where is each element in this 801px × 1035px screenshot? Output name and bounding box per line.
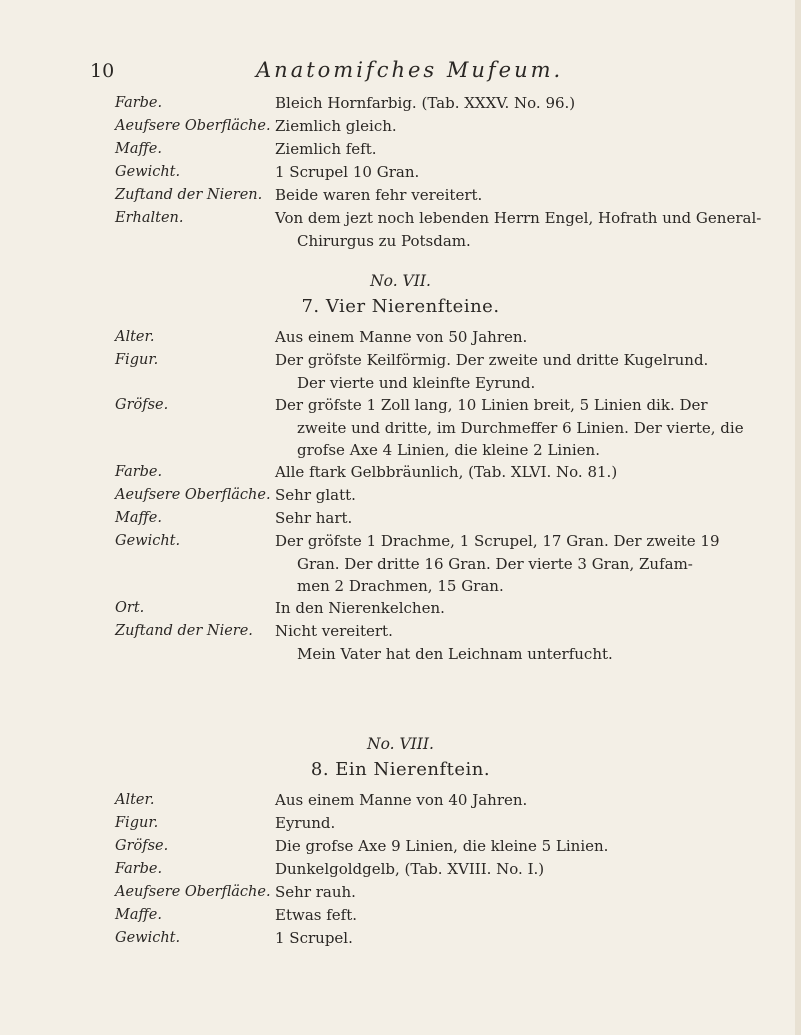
field-label: Gewicht. (115, 930, 181, 946)
entry-row (0, 349, 801, 372)
field-value: Sehr hart. (275, 509, 353, 527)
entry-row (0, 507, 801, 530)
field-label: Farbe. (115, 464, 163, 480)
field-value: Der gröfste Keilförmig. Der zweite und dritte Kugelrund. (275, 351, 709, 369)
entry-row (0, 553, 801, 575)
entry-row (0, 858, 801, 881)
field-label: Erhalten. (115, 210, 184, 226)
entry-row (0, 881, 801, 904)
field-label: Gewicht. (115, 533, 181, 549)
page-header (0, 58, 801, 88)
entry-row (0, 575, 801, 597)
entry-row (0, 372, 801, 394)
field-label: Aeufsere Oberfläche. (115, 487, 271, 503)
field-label: Maffe. (115, 510, 162, 526)
field-label: Aeufsere Oberfläche. (115, 118, 271, 134)
entry-block-7 (0, 326, 801, 665)
field-label: Zuftand der Nieren. (115, 187, 263, 203)
entry-block-6 (0, 92, 801, 252)
field-value: Der gröfste 1 Zoll lang, 10 Linien breit, 5 Linien dik. Der (275, 396, 708, 414)
field-label: Maffe. (115, 141, 162, 157)
field-value: Der gröfste 1 Drachme, 1 Scrupel, 17 Gran. Der zweite 19 (275, 532, 720, 550)
field-value: Beide waren fehr vereitert. (275, 186, 483, 204)
entry-row (0, 530, 801, 553)
field-value: Etwas feft. (275, 906, 358, 924)
field-value: Mein Vater hat den Leichnam unterfucht. (297, 645, 613, 663)
field-value: Nicht vereitert. (275, 622, 393, 640)
entry-row (0, 326, 801, 349)
field-value: zweite und dritte, im Durchmeffer 6 Linien. Der vierte, die (297, 419, 744, 437)
entry-row (0, 812, 801, 835)
entry-row (0, 417, 801, 439)
field-label: Figur. (115, 352, 159, 368)
field-label: Gröfse. (115, 838, 169, 854)
entry-row (0, 597, 801, 620)
field-label: Farbe. (115, 861, 163, 877)
entry-row (0, 461, 801, 484)
field-value: Sehr glatt. (275, 486, 356, 504)
field-label: Alter. (115, 792, 155, 808)
entry-row (0, 92, 801, 115)
field-value: Ziemlich feft. (275, 140, 377, 158)
field-value: Eyrund. (275, 814, 336, 832)
field-value: grofse Axe 4 Linien, die kleine 2 Linien. (297, 441, 600, 459)
entry-row (0, 835, 801, 858)
entry-title-8: 8. Ein Nierenftein. (310, 759, 491, 780)
running-title: Anatomifches Mufeum. (256, 58, 564, 82)
entry-row (0, 904, 801, 927)
field-value: 1 Scrupel. (275, 929, 353, 947)
entry-number-8: No. VIII. (367, 735, 434, 753)
field-value: Bleich Hornfarbig. (Tab. XXXV. No. 96.) (275, 94, 576, 112)
field-value: Von dem jezt noch lebenden Herrn Engel, Hofrath und General- (275, 209, 762, 227)
field-value: men 2 Drachmen, 15 Gran. (297, 577, 504, 595)
entry-title-7: 7. Vier Nierenfteine. (301, 296, 500, 317)
field-label: Figur. (115, 815, 159, 831)
page-number: 10 (90, 60, 115, 82)
field-label: Gröfse. (115, 397, 169, 413)
field-value: Chirurgus zu Potsdam. (297, 232, 471, 250)
field-label: Alter. (115, 329, 155, 345)
entry-row (0, 620, 801, 643)
entry-row (0, 484, 801, 507)
entry-row (0, 115, 801, 138)
field-value: Sehr rauh. (275, 883, 356, 901)
entry-row (0, 207, 801, 230)
field-value: 1 Scrupel 10 Gran. (275, 163, 420, 181)
field-label: Farbe. (115, 95, 163, 111)
field-value: Aus einem Manne von 50 Jahren. (275, 328, 528, 346)
entry-row (0, 394, 801, 417)
field-value: In den Nierenkelchen. (275, 599, 445, 617)
entry-row (0, 230, 801, 252)
entry-row (0, 927, 801, 950)
entry-number-7: No. VII. (370, 272, 431, 290)
field-value: Dunkelgoldgelb, (Tab. XVIII. No. I.) (275, 860, 545, 878)
field-value: Gran. Der dritte 16 Gran. Der vierte 3 Gran, Zufam- (297, 555, 693, 573)
entry-row (0, 184, 801, 207)
field-value: Aus einem Manne von 40 Jahren. (275, 791, 528, 809)
field-label: Aeufsere Oberfläche. (115, 884, 271, 900)
field-label: Maffe. (115, 907, 162, 923)
field-value: Der vierte und kleinfte Eyrund. (297, 374, 536, 392)
entry-row (0, 138, 801, 161)
entry-row (0, 789, 801, 812)
entry-row (0, 161, 801, 184)
field-label: Ort. (115, 600, 145, 616)
field-value: Alle ftark Gelbbräunlich, (Tab. XLVI. No. 81.) (275, 463, 618, 481)
entry-block-8 (0, 789, 801, 950)
field-value: Die grofse Axe 9 Linien, die kleine 5 Linien. (275, 837, 609, 855)
field-label: Gewicht. (115, 164, 181, 180)
entry-row (0, 439, 801, 461)
field-value: Ziemlich gleich. (275, 117, 397, 135)
field-label: Zuftand der Niere. (115, 623, 253, 639)
entry-row (0, 643, 801, 665)
